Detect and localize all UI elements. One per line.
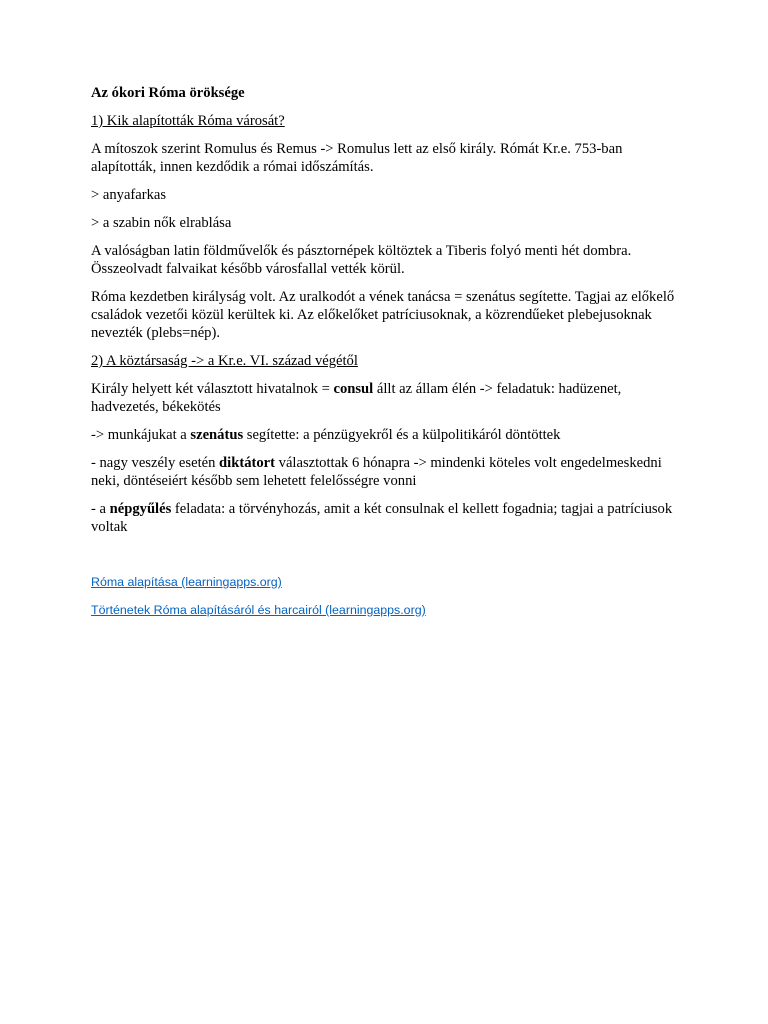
assembly-text-after: feladata: a törvényhozás, amit a két consulnak el kellett fogadnia; tagjai a patríciusok voltak — [91, 501, 673, 535]
assembly-text-before: - a — [91, 501, 110, 517]
links-section — [91, 573, 681, 629]
senate-text-after: segítette: a pénzügyekről és a külpolitikáról döntöttek — [243, 427, 561, 443]
section1-paragraph-kingdom: Róma kezdetben királyság volt. Az uralkodót a vének tanácsa = szenátus segítette. Tagjai az előkelő családok vezetői közül kerültek ki. Az előkelőket patríciusoknak, a közrendűeket plebejusoknak nevezték (plebs=nép). — [91, 289, 675, 341]
link-item — [91, 573, 681, 591]
senate-term: szenátus — [190, 427, 244, 443]
document-title: Az ókori Róma öröksége — [91, 85, 245, 101]
section1-heading: 1) Kik alapították Róma városát? — [91, 113, 285, 129]
section1-paragraph-myth: A mítoszok szerint Romulus és Remus -> Romulus lett az első király. Rómát Kr.e. 753-ban alapították, innen kezdődik a római időszámítás. — [91, 141, 623, 175]
consul-text-after: állt az állam élén -> feladatuk: hadüzenet, hadvezetés, békekötés — [91, 381, 622, 415]
dictator-text-before: - nagy veszély esetén — [91, 455, 220, 471]
section2-paragraph-assembly — [91, 500, 681, 536]
dictator-text-after: választottak 6 hónapra -> mindenki köteles volt engedelmeskedni neki, döntéseiért később sem lehetett felelősségre vonni — [91, 455, 662, 489]
assembly-term: népgyűlés — [109, 501, 172, 517]
consul-term: consul — [333, 381, 374, 397]
section2-heading: 2) A köztársaság -> a Kr.e. VI. század végétől — [91, 353, 358, 369]
section1-bullet-sabine: > a szabin nők elrablása — [91, 215, 232, 231]
section2-paragraph-senate — [91, 426, 681, 444]
dictator-term: diktátort — [219, 455, 275, 471]
link-tortenetek[interactable]: Történetek Róma alapításáról és harcairól (learningapps.org) — [91, 603, 426, 617]
consul-text-before: Király helyett két választott hivatalnok = — [91, 381, 334, 397]
senate-text-before: -> munkájukat a — [91, 427, 191, 443]
section2-paragraph-dictator — [91, 454, 681, 490]
link-roma-alapitasa[interactable]: Róma alapítása (learningapps.org) — [91, 575, 282, 589]
section1-paragraph-reality: A valóságban latin földművelők és pásztornépek költöztek a Tiberis folyó menti hét dombra. Összeolvadt falvaikat később városfallal vették körül. — [91, 243, 632, 277]
section2-paragraph-consul — [91, 380, 681, 416]
section1-bullet-wolf: > anyafarkas — [91, 187, 167, 203]
link-item — [91, 601, 681, 619]
document-body — [91, 84, 681, 546]
